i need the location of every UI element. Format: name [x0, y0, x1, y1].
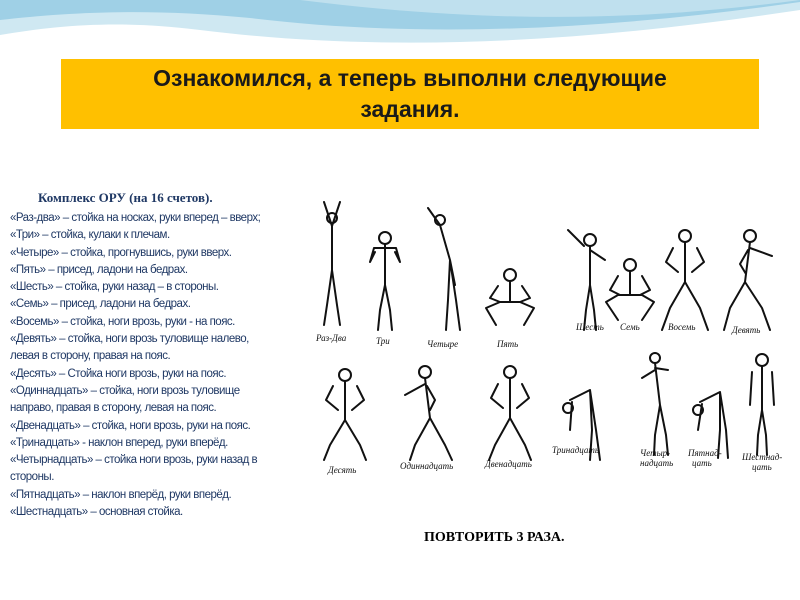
figure-devyat [724, 230, 772, 330]
figure-label-odinnadtsat: Одиннадцать [400, 461, 454, 471]
figure-label-shestnadtsat-1: Шестнад- [742, 452, 783, 462]
figure-pyat [486, 269, 534, 325]
figure-shest [568, 230, 605, 330]
step-line: «Двенадцать» – стойка, ноги врозь, руки на пояс. [10, 419, 251, 432]
figure-desyat [324, 369, 366, 460]
step-line: направо, правая в сторону, левая на пояс. [10, 402, 217, 415]
figure-label-chetyrnadtsat-2: надцать [640, 458, 674, 468]
title-banner [61, 59, 759, 129]
figure-label-tri: Три [376, 336, 390, 346]
figure-label-shest: Шесть [576, 322, 604, 332]
figure-label-vosem: Восемь [668, 322, 696, 332]
figure-label-trinadtsat: Тринадцать [552, 445, 600, 455]
figure-chetyrnadtsat [642, 353, 668, 455]
step-line: стороны. [10, 471, 54, 484]
step-line: «Пятнадцать» – наклон вперёд, руки вперёд. [10, 488, 232, 501]
figure-label-pyatnadtsat-1: Пятнад- [688, 448, 722, 458]
figure-label-shestnadtsat-2: цать [752, 462, 772, 472]
step-line: «Семь» – присед, ладони на бедрах. [10, 298, 191, 311]
background-wave [0, 0, 800, 60]
exercise-steps-list [10, 210, 298, 521]
figure-label-devyat: Девять [732, 325, 761, 335]
step-line: «Тринадцать» - наклон вперед, руки вперёд. [10, 436, 228, 449]
step-line: «Десять» – Стойка ноги врозь, руки на пояс. [10, 367, 227, 380]
figure-label-dvenadtsat: Двенадцать [485, 459, 532, 469]
figure-tri [370, 232, 400, 330]
step-line: «Шестнадцать» – основная стойка. [10, 506, 183, 519]
step-line: «Пять» – присед, ладони на бедрах. [10, 263, 188, 276]
figure-raz-dva [324, 202, 340, 325]
figure-chetyre [428, 208, 460, 330]
figure-label-desyat: Десять [328, 465, 357, 475]
figure-vosem [662, 230, 708, 330]
step-line: «Девять» – стойка, ноги врозь туловище налево, [10, 333, 249, 346]
step-line: «Четырнадцать» – стойка ноги врозь, руки назад в [10, 454, 258, 467]
figure-label-raz-dva: Раз-Два [316, 333, 347, 343]
figure-label-pyat: Пять [497, 339, 519, 349]
figure-label-sem: Семь [620, 322, 640, 332]
figure-dvenadtsat [489, 366, 531, 460]
figure-label-chetyre: Четыре [427, 339, 459, 349]
repeat-instruction: ПОВТОРИТЬ 3 РАЗА. [424, 530, 565, 545]
step-line: «Восемь» – стойка, ноги врозь, руки - на пояс. [10, 315, 235, 328]
step-line: «Одиннадцать» – стойка, ноги врозь туловище [10, 384, 240, 397]
figure-label-pyatnadtsat-2: цать [692, 458, 712, 468]
step-line: «Четыре» – стойка, прогнувшись, руки вверх. [10, 246, 232, 259]
figure-label-chetyrnadtsat-1: Четыр- [640, 448, 671, 458]
figure-shestnadtsat [750, 354, 774, 455]
exercise-figures [300, 190, 790, 480]
figure-sem [606, 259, 654, 320]
title-line-2: задания. [360, 96, 460, 122]
figure-odinnadtsat [405, 366, 452, 460]
step-line: «Шесть» – стойка, руки назад – в стороны. [10, 281, 219, 294]
title-line-1: Ознакомился, а теперь выполни следующие [153, 65, 667, 91]
step-line: «Раз-два» – стойка на носках, руки вперед – вверх; [10, 212, 261, 224]
step-line: «Три» – стойка, кулаки к плечам. [10, 229, 170, 242]
complex-heading: Комплекс ОРУ (на 16 счетов). [38, 190, 213, 205]
step-line: левая в сторону, правая на пояс. [10, 350, 171, 363]
